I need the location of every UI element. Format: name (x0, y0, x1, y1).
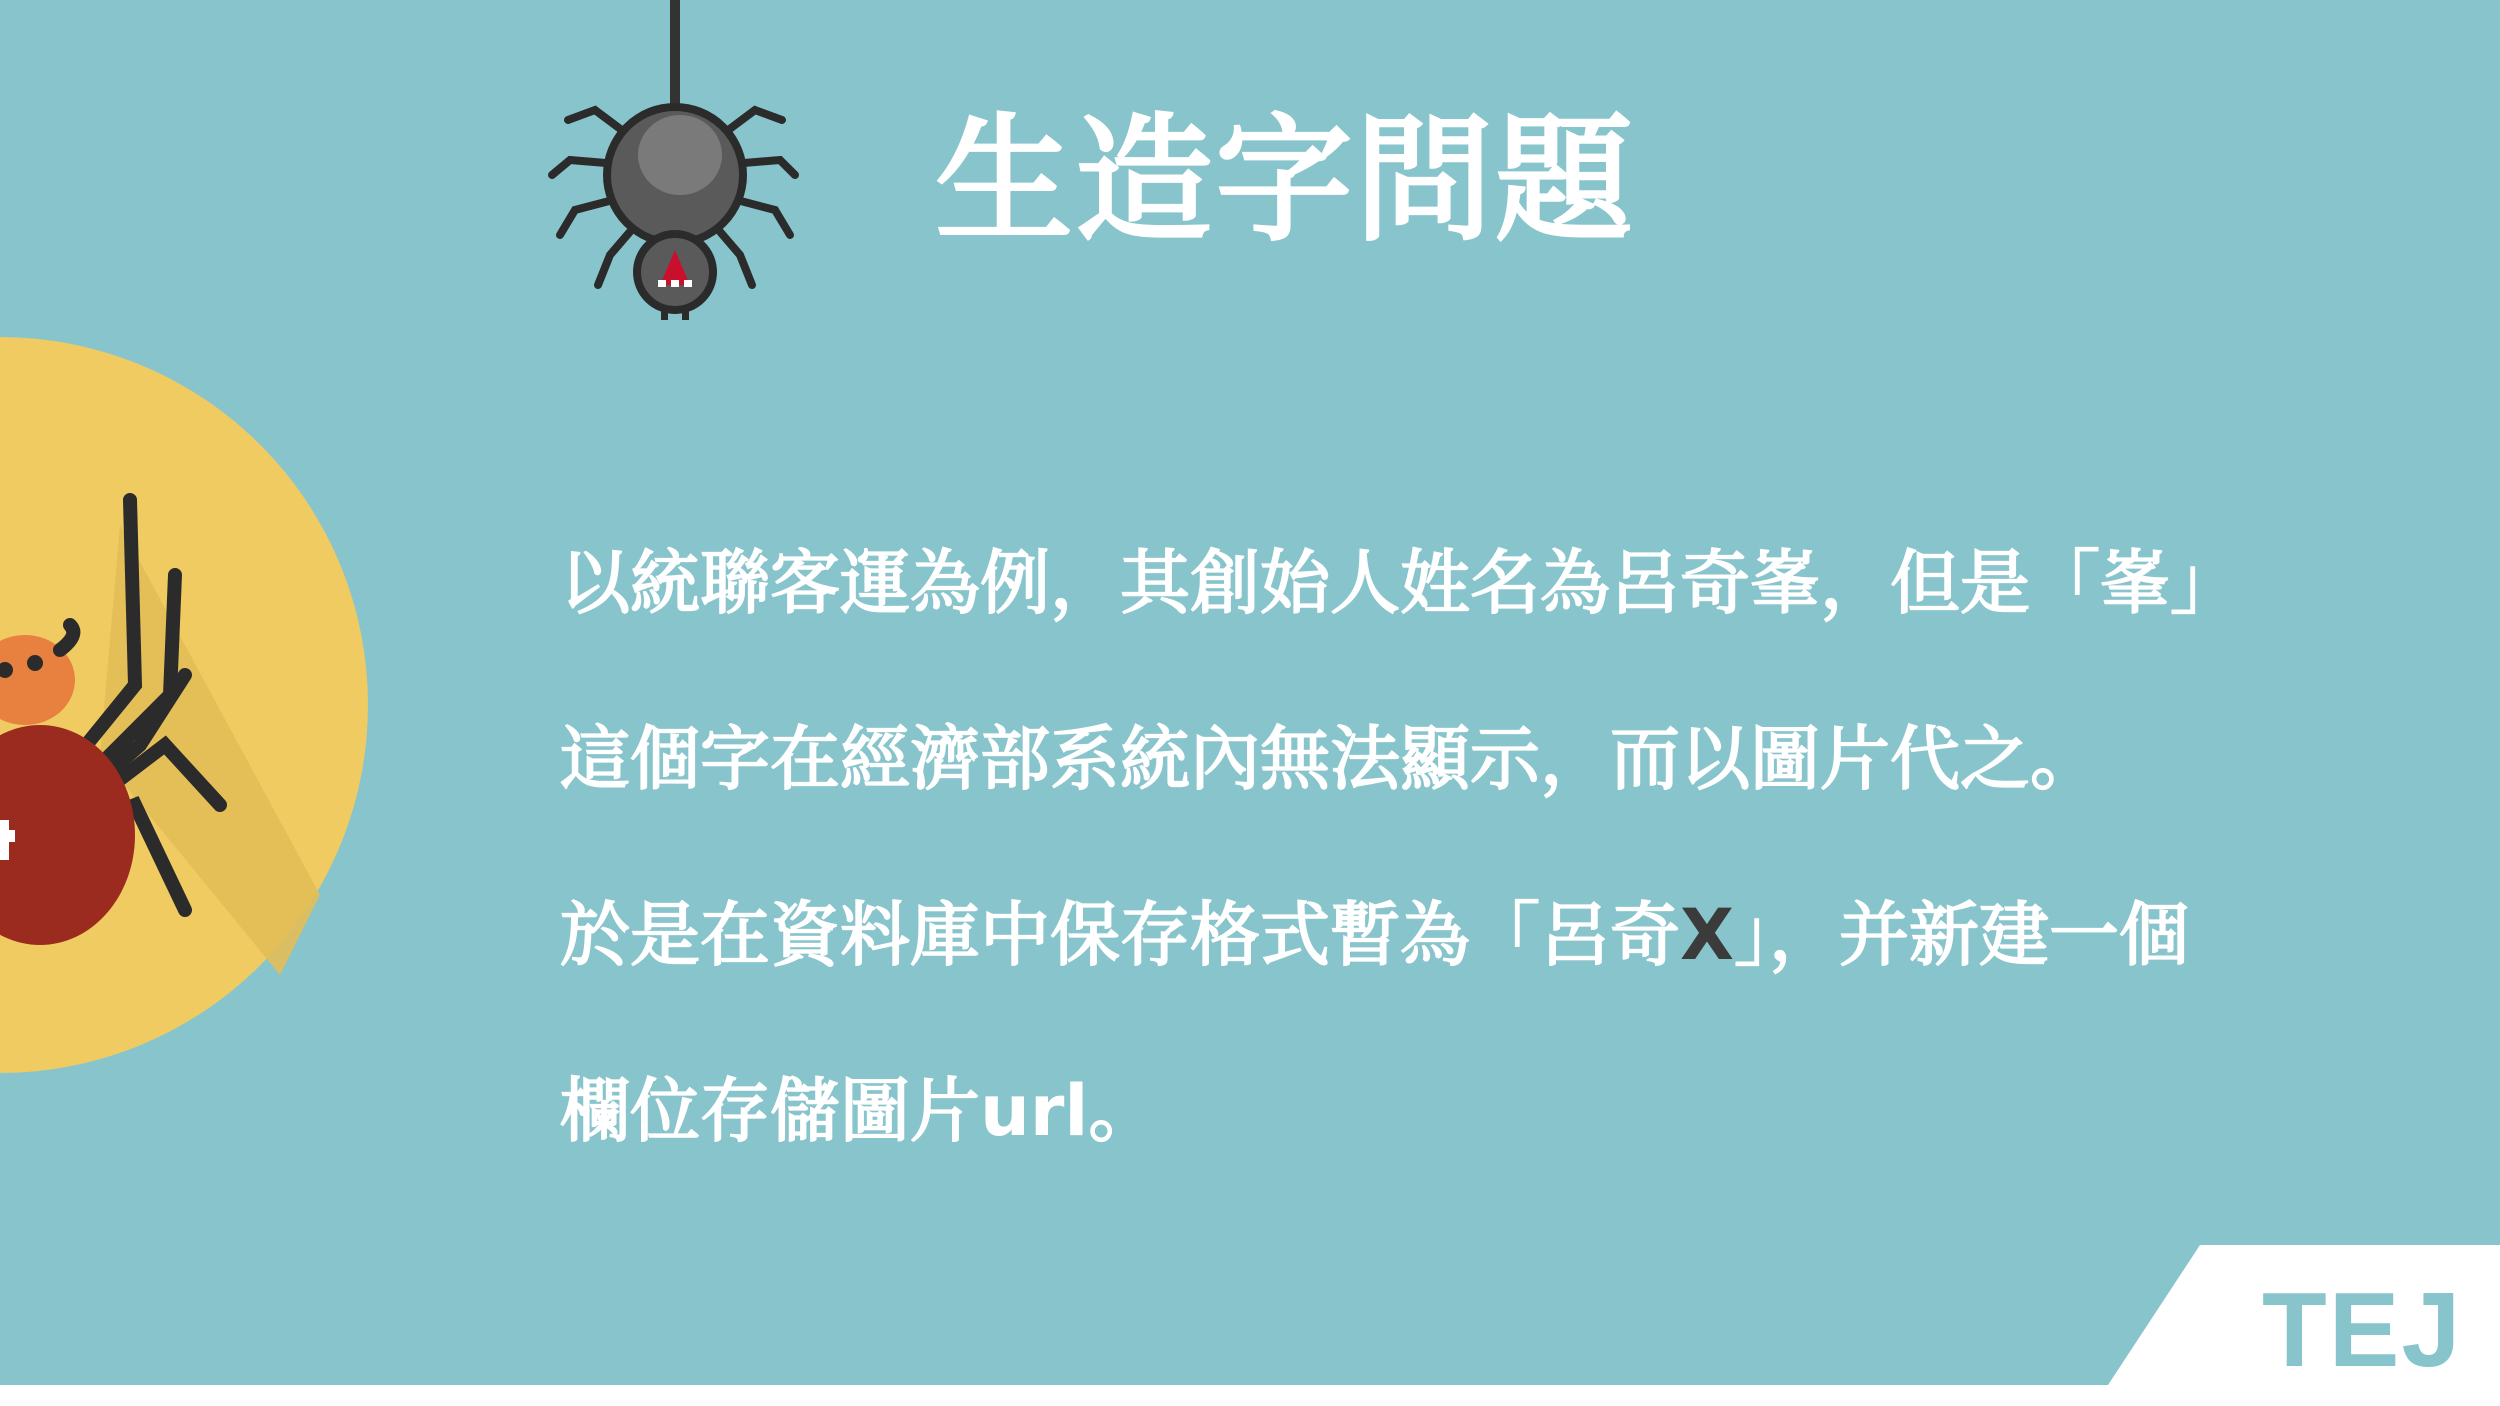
body-line-1: 以統聯客運為例，其創始人姓名為呂奇峯，但是「峯」 (560, 542, 2240, 624)
page-title: 生造字問題 (935, 100, 1636, 261)
body-line-2: 這個字在經濟部系統內無法顯示，而以圖片代之。 (560, 718, 2100, 800)
bottom-strip (0, 1385, 2500, 1406)
beetle-icon (0, 335, 370, 1075)
body-line-4: 欄位存儲圖片url。 (560, 1070, 1159, 1152)
body-paragraph (560, 495, 2350, 1199)
body-line-3-after: 」，并新建一個 (1733, 894, 2189, 976)
placeholder-x: X (1680, 894, 1734, 976)
body-line-3-before: 於是在資料庫中保存格式暫為「呂奇 (560, 894, 1680, 976)
tej-logo: TEJ (2262, 1271, 2463, 1385)
spider-icon (540, 0, 810, 330)
body-line-3 (560, 847, 2350, 1023)
